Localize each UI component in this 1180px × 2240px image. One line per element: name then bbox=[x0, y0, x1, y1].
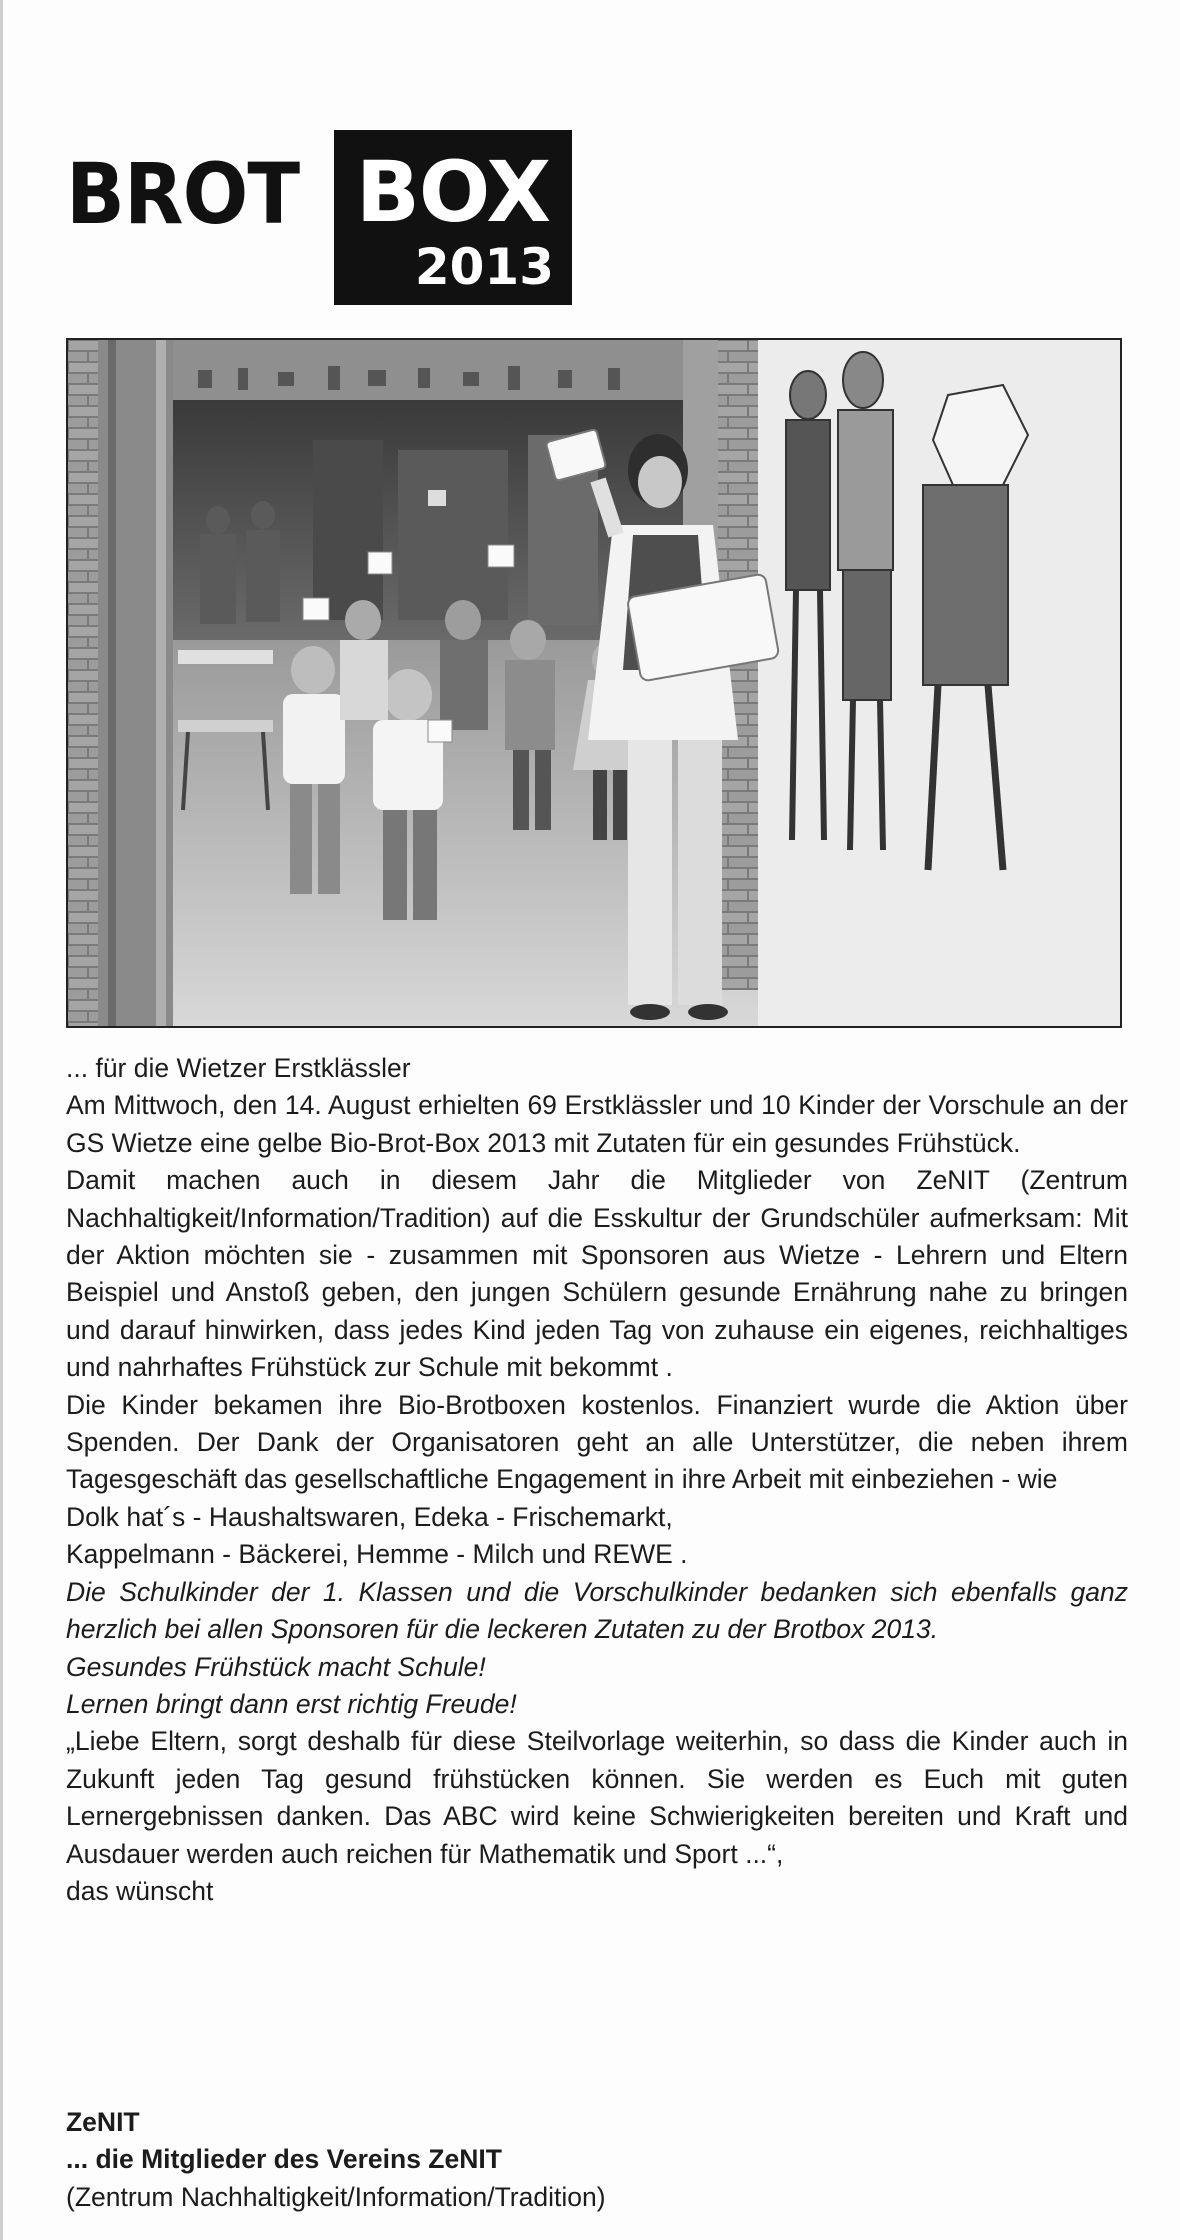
sponsors-line-1: Dolk hat´s - Haushaltswaren, Edeka - Frischemarkt, bbox=[66, 1501, 673, 1532]
signature-block bbox=[66, 2104, 1128, 2216]
photo-illustration bbox=[68, 340, 1120, 1026]
article-photo bbox=[66, 338, 1122, 1028]
closing-line: das wünscht bbox=[66, 1875, 214, 1906]
brotbox-logo bbox=[66, 130, 554, 305]
page-edge bbox=[0, 0, 3, 2240]
slogan-1: Gesundes Frühstück macht Schule! bbox=[66, 1651, 486, 1682]
signature-org: ZeNIT bbox=[66, 2107, 140, 2137]
logo-word-box: BOX bbox=[355, 143, 551, 241]
thanks-paragraph: Die Schulkinder der 1. Klassen und die Vorschulkinder bedanken sich ebenfalls ganz herzlich bei allen Sponsoren für die leckeren Zutaten zu der Brotbox 2013. bbox=[66, 1576, 1128, 1645]
signature-members: ... die Mitglieder des Vereins ZeNIT bbox=[66, 2144, 502, 2175]
article-body bbox=[66, 1050, 1128, 1910]
article-paragraph-3: Die Kinder bekamen ihre Bio-Brotboxen kostenlos. Finanziert wurde die Aktion über Spenden. Der Dank der Organisatoren geht an alle Unterstützer, die neben ihrem Tagesgeschäft das gesellschaftliche Engagement in ihre Arbeit mit einbeziehen - wie bbox=[66, 1389, 1128, 1495]
quote-paragraph: „Liebe Eltern, sorgt deshalb für diese Steilvorlage weiterhin, so dass die Kinder auch in Zukunft jeden Tag gesund frühstücken können. Sie werden es Euch mit guten Lernergebnissen danken. Das ABC wird keine Schwierigkeiten bereiten und Kraft und Ausdauer werden auch reichen für Mathematik und Sport ...“, bbox=[66, 1726, 1128, 1869]
slogan-2: Lernen bringt dann erst richtig Freude! bbox=[66, 1688, 517, 1719]
logo-word-brot: BROT bbox=[66, 145, 300, 243]
signature-full-name: (Zentrum Nachhaltigkeit/Information/Tradition) bbox=[66, 2181, 606, 2212]
article-paragraph-2: Damit machen auch in diesem Jahr die Mitglieder von ZeNIT (Zentrum Nachhaltigkeit/Information/Tradition) auf die Esskultur der Grundschüler aufmerksam: Mit der Aktion möchten sie - zusammen mit Sponsoren aus Wietze - Lehrern und Eltern Beispiel und Anstoß geben, den jungen Schülern gesunde Ernährung nahe zu bringen und darauf hinwirken, dass jedes Kind jeden Tag von zuhause ein eigenes, reichhaltiges und nahrhaftes Frühstück zur Schule mit bekommt . bbox=[66, 1165, 1128, 1383]
article-paragraph-1: Am Mittwoch, den 14. August erhielten 69 Erstklässler und 10 Kinder der Vorschule an der GS Wietze eine gelbe Bio-Brot-Box 2013 mit Zutaten für ein gesundes Frühstück. bbox=[66, 1090, 1128, 1158]
article-subheading: ... für die Wietzer Erstklässler bbox=[66, 1053, 411, 1083]
sponsors-line-2: Kappelmann - Bäckerei, Hemme - Milch und REWE . bbox=[66, 1539, 688, 1570]
logo-black-box bbox=[334, 130, 572, 305]
logo-year: 2013 bbox=[414, 238, 554, 296]
